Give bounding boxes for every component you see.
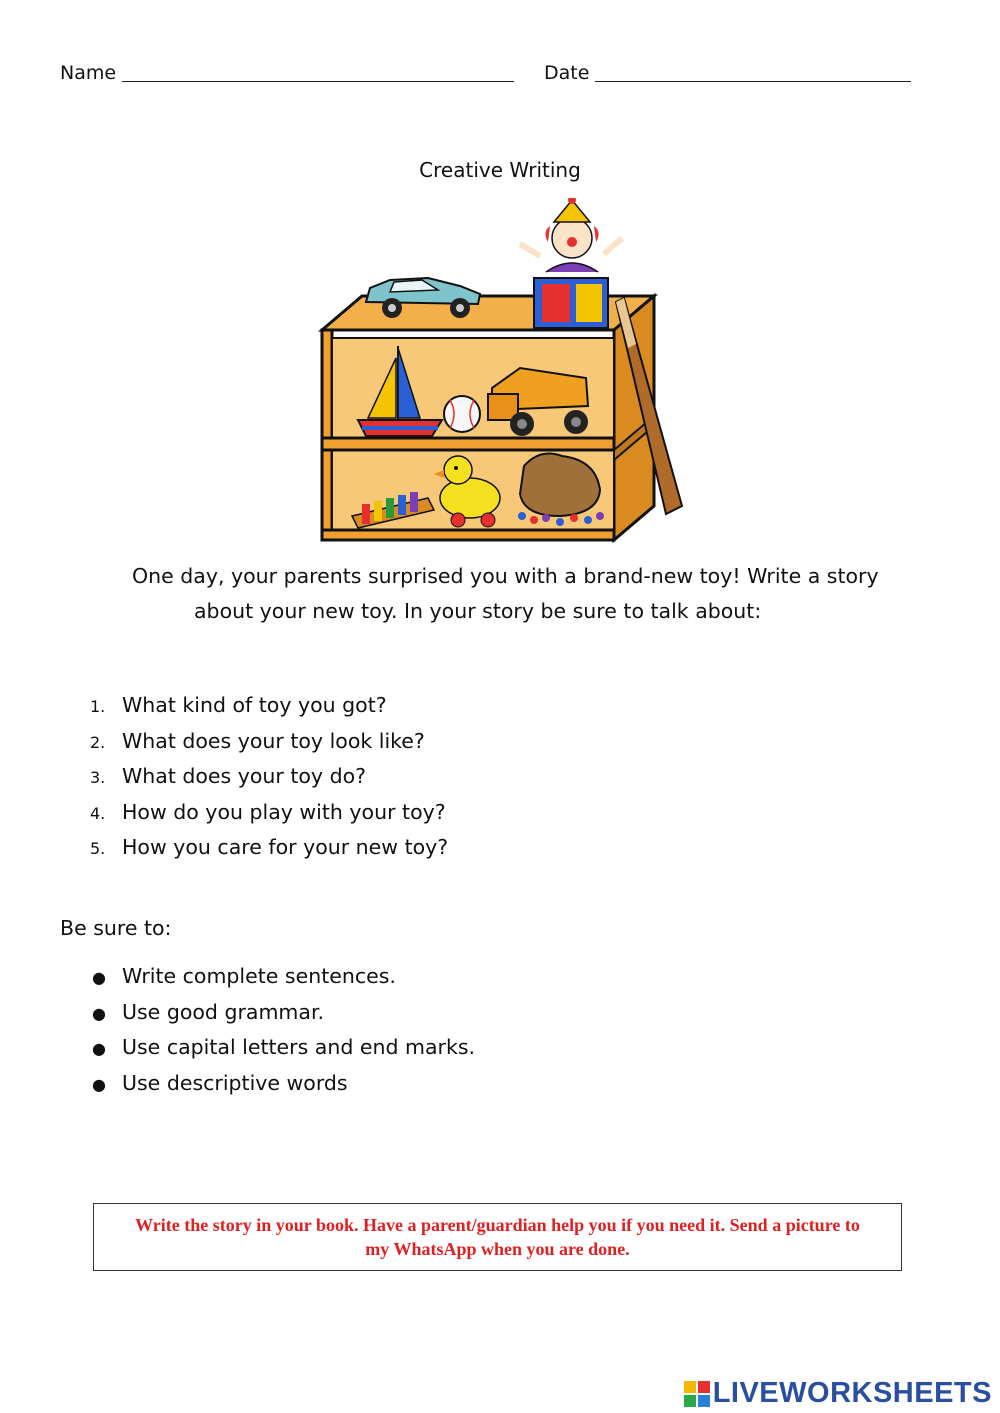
list-item: [90, 835, 448, 871]
baseball-icon: [444, 396, 480, 432]
item-text: How you care for your new toy?: [122, 835, 449, 859]
name-blank-line[interactable]: [122, 64, 514, 82]
item-text: What kind of toy you got?: [122, 693, 387, 717]
date-blank-line[interactable]: [595, 64, 911, 82]
name-field: [60, 62, 514, 84]
list-item: [90, 800, 448, 836]
shelf-board-bottom: [322, 530, 614, 540]
instruction-text: Write the story in your book. Have a parent/guardian help you if you need it. Send a picture to my WhatsApp when you are done.: [135, 1215, 860, 1259]
bullet-icon: ●: [92, 1039, 106, 1058]
item-text: Use good grammar.: [122, 999, 325, 1024]
item-text: What does your toy look like?: [122, 728, 425, 753]
liveworksheets-logo-icon: [684, 1381, 710, 1407]
date-label: Date: [544, 62, 590, 84]
question-list: [90, 693, 448, 871]
list-item: [90, 729, 448, 765]
toy-shelf-illustration: [310, 198, 690, 548]
list-item: [90, 964, 475, 1000]
prompt-line-2: about your new toy. In your story be sure to talk about:: [194, 599, 762, 623]
item-number: 1.: [90, 697, 106, 716]
shelf-board-middle: [322, 438, 614, 450]
list-item: [90, 1035, 475, 1071]
list-item: [90, 764, 448, 800]
item-number: 3.: [90, 768, 106, 787]
item-number: 5.: [90, 839, 106, 858]
page-title: Creative Writing: [419, 158, 581, 182]
date-field: [544, 62, 911, 84]
list-item: [90, 1000, 475, 1036]
prompt-line-1: One day, your parents surprised you with a brand-new toy! Write a story: [132, 564, 879, 588]
item-text: Write complete sentences.: [122, 964, 396, 988]
shelf-front-left: [322, 330, 332, 540]
bullet-icon: ●: [92, 968, 106, 987]
be-sure-heading: Be sure to:: [60, 916, 172, 940]
item-number: 2.: [90, 732, 106, 752]
list-item: [90, 1071, 475, 1107]
jack-in-the-box-icon: [520, 198, 622, 328]
liveworksheets-brand: [684, 1377, 992, 1410]
item-number: 4.: [90, 803, 106, 823]
bullet-icon: ●: [92, 1074, 106, 1094]
item-text: Use capital letters and end marks.: [122, 1035, 476, 1059]
instruction-box: [93, 1203, 902, 1271]
item-text: How do you play with your toy?: [122, 799, 446, 824]
bullet-icon: ●: [92, 1003, 106, 1023]
name-label: Name: [60, 62, 117, 84]
checklist: [90, 964, 475, 1106]
item-text: What does your toy do?: [122, 764, 367, 788]
list-item: [90, 693, 448, 729]
item-text: Use descriptive words: [122, 1070, 348, 1095]
brand-name: LIVEWORKSHEETS: [712, 1377, 992, 1409]
